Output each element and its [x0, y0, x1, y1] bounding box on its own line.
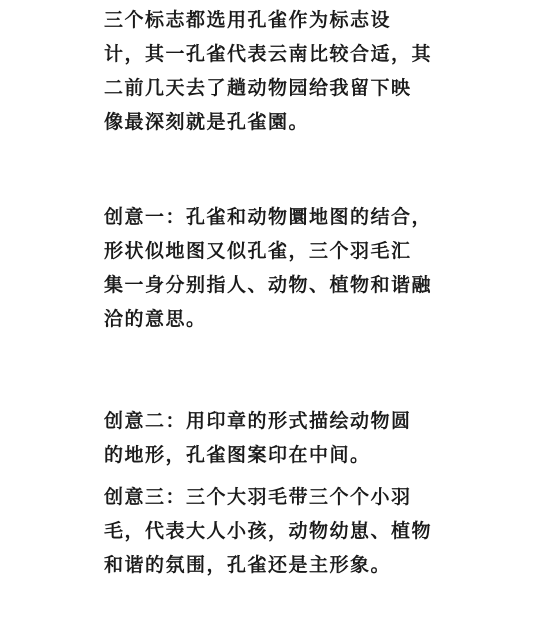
idea-two-paragraph — [104, 404, 464, 472]
text-line: 二前几天去了趟动物园给我留下映 — [104, 77, 412, 99]
text-line: 形状似地图又似孔雀，三个羽毛汇 — [104, 240, 412, 262]
intro-paragraph — [104, 3, 464, 139]
text-line: 创意一：孔雀和动物圜地图的结合， — [104, 206, 433, 228]
text-line: 毛，代表大人小孩，动物幼崽、植物 — [104, 520, 433, 542]
text-line: 的地形，孔雀图案印在中间。 — [104, 444, 371, 466]
text-line: 三个标志都选用孔雀作为标志设 — [104, 9, 392, 31]
text-line: 像最深刻就是孔雀園。 — [104, 111, 310, 133]
idea-three-paragraph — [104, 480, 464, 582]
text-line: 创意三：三个大羽毛带三个个小羽 — [104, 486, 412, 508]
text-line: 和谐的氛围，孔雀还是主形象。 — [104, 554, 392, 576]
text-line: 集一身分别指人、动物、植物和谐融 — [104, 274, 433, 296]
text-line: 计，其一孔雀代表云南比较合适，其 — [104, 43, 433, 65]
idea-one-paragraph — [104, 200, 464, 336]
text-line: 创意二：用印章的形式描绘动物圆 — [104, 410, 412, 432]
text-line: 洽的意思。 — [104, 308, 207, 330]
